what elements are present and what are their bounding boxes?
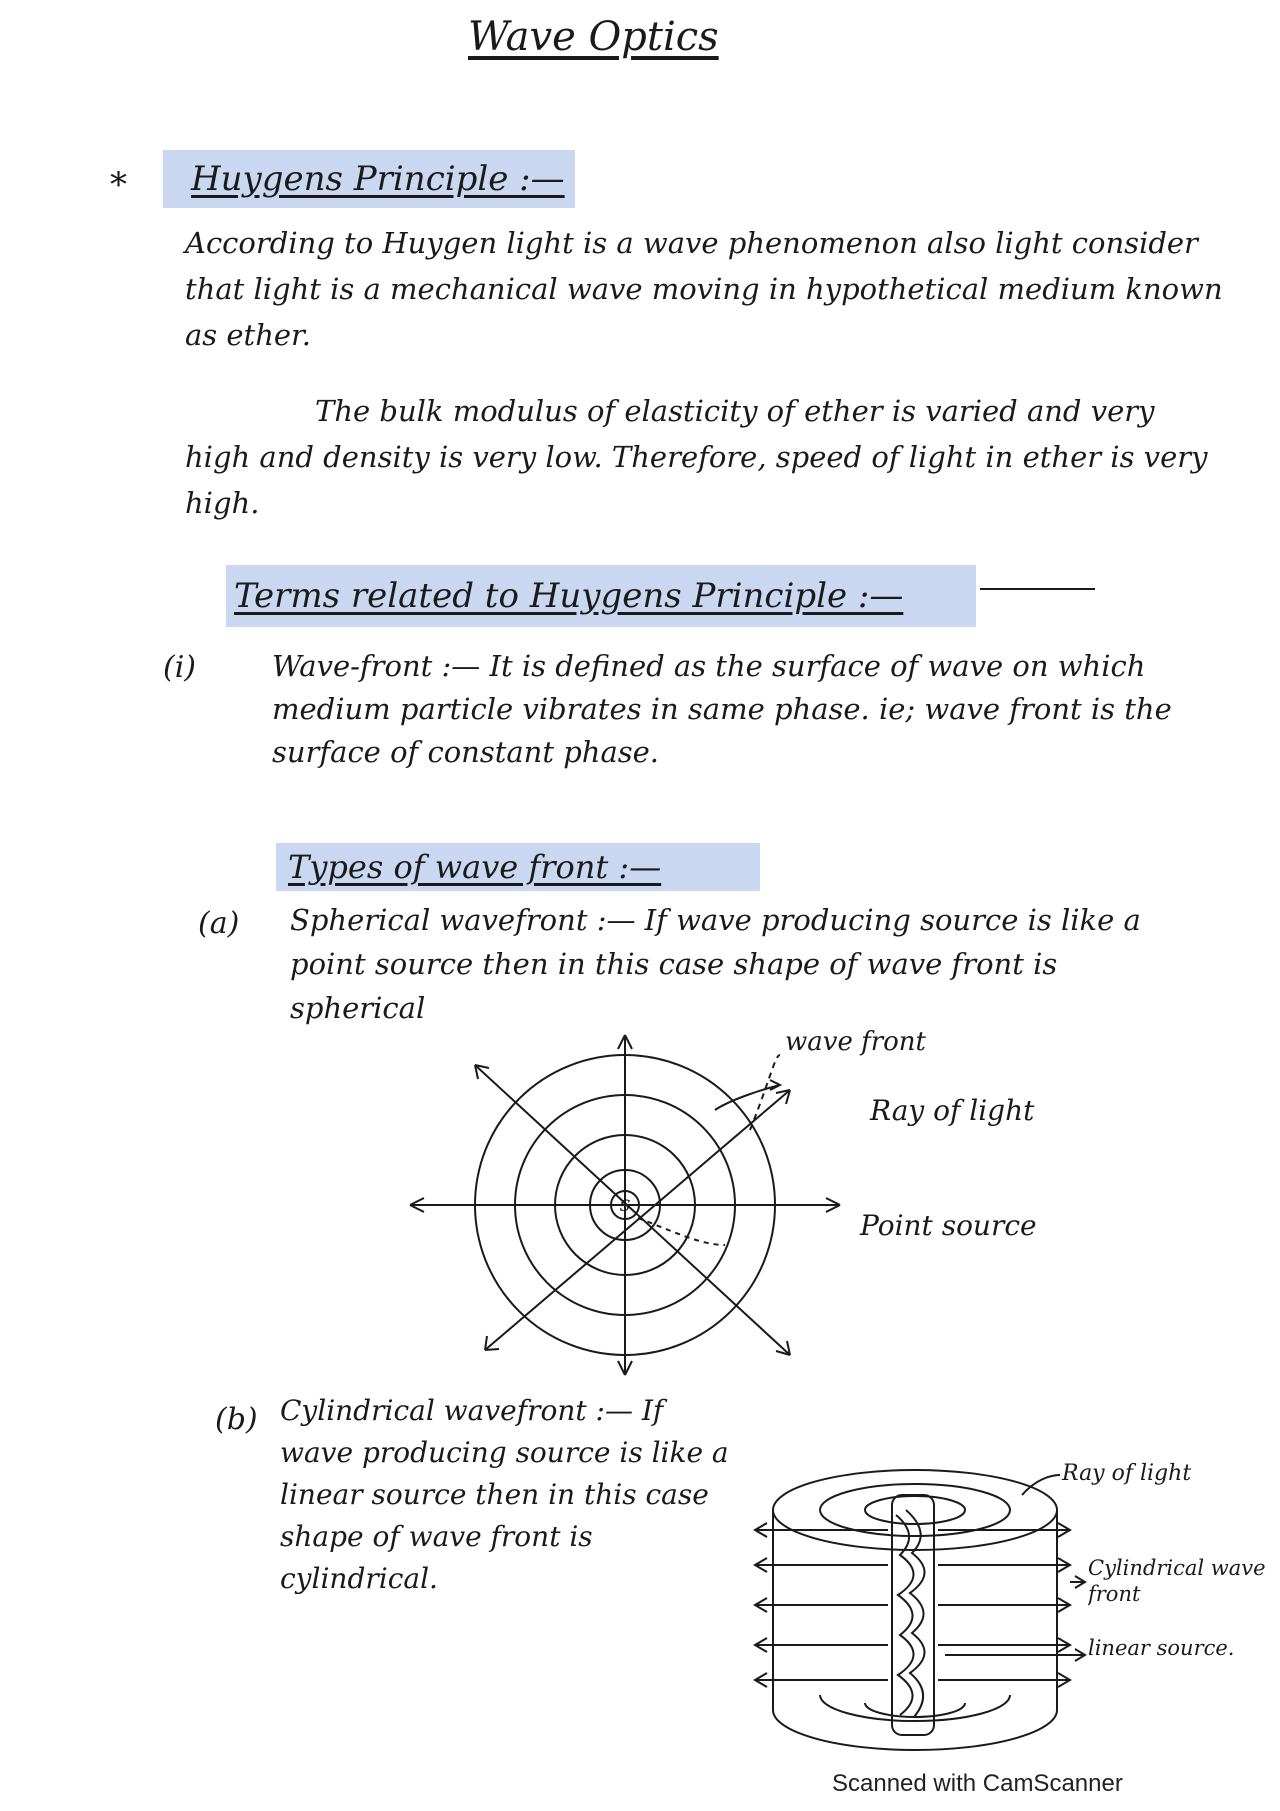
cylinder-top-outer xyxy=(773,1470,1057,1550)
label-ray-of-light: Ray of light xyxy=(870,1094,1035,1127)
heading-huygens-text: Huygens Principle :— xyxy=(191,159,565,199)
ray-diagonal-2 xyxy=(485,1090,790,1350)
heading-types-text: Types of wave front :— xyxy=(288,848,662,886)
label-item-a: (a) xyxy=(198,906,240,941)
page-title: Wave Optics xyxy=(468,14,719,60)
leader-source xyxy=(638,1218,725,1245)
ray-diagonal-1 xyxy=(475,1065,790,1355)
label-ray-of-light-cyl: Ray of light xyxy=(1062,1461,1192,1486)
leader-linear-source xyxy=(945,1649,1085,1661)
label-linear-source: linear source. xyxy=(1088,1636,1235,1660)
heading-huygens-principle xyxy=(163,150,575,208)
paragraph-wavefront-definition: Wave-front :— It is defined as the surface of wave on which medium particle vibrates in same phase. ie; wave front is the surface of constant phase. xyxy=(272,649,1172,769)
paragraph-huygens-intro: According to Huygen light is a wave phenomenon also light consider that light is a mechanical wave moving in hypothetical medium known as ether. xyxy=(185,226,1223,352)
leader-ray xyxy=(715,1080,780,1110)
cylinder-top-middle xyxy=(820,1484,1010,1536)
linear-source-hatch-1 xyxy=(896,1515,914,1715)
label-cylindrical-wave-front: Cylindrical wave front xyxy=(1088,1556,1266,1606)
leader-cyl-front xyxy=(1070,1576,1085,1588)
label-item-b: (b) xyxy=(215,1402,258,1437)
bullet-star: * xyxy=(110,165,127,205)
figure-cylindrical-wavefront xyxy=(750,1455,1270,1765)
paragraph-spherical-wavefront: Spherical wavefront :— If wave producing source is like a point source then in this case shape of wave front is spherical xyxy=(290,903,1141,1025)
heading-terms-text: Terms related to Huygens Principle :— xyxy=(234,576,904,616)
heading-terms-related xyxy=(226,565,976,627)
label-point-source: Point source xyxy=(860,1209,1037,1242)
heading-dash-line xyxy=(980,588,1095,590)
paragraph-cylindrical-wavefront: Cylindrical wavefront :— If wave producing source is like a linear source then in this case shape of wave front is cylindrical. xyxy=(280,1394,729,1595)
heading-types-wavefront xyxy=(276,843,760,891)
scanner-watermark: Scanned with CamScanner xyxy=(832,1770,1123,1797)
label-item-i: (i) xyxy=(163,650,197,685)
label-wave-front: wave front xyxy=(785,1027,926,1057)
paragraph-ether-properties: The bulk modulus of elasticity of ether is varied and very high and density is very low. Therefore, speed of light in ether is very high. xyxy=(185,394,1208,520)
figure-spherical-wavefront xyxy=(380,1020,1100,1420)
label-source-s: S xyxy=(619,1196,631,1215)
